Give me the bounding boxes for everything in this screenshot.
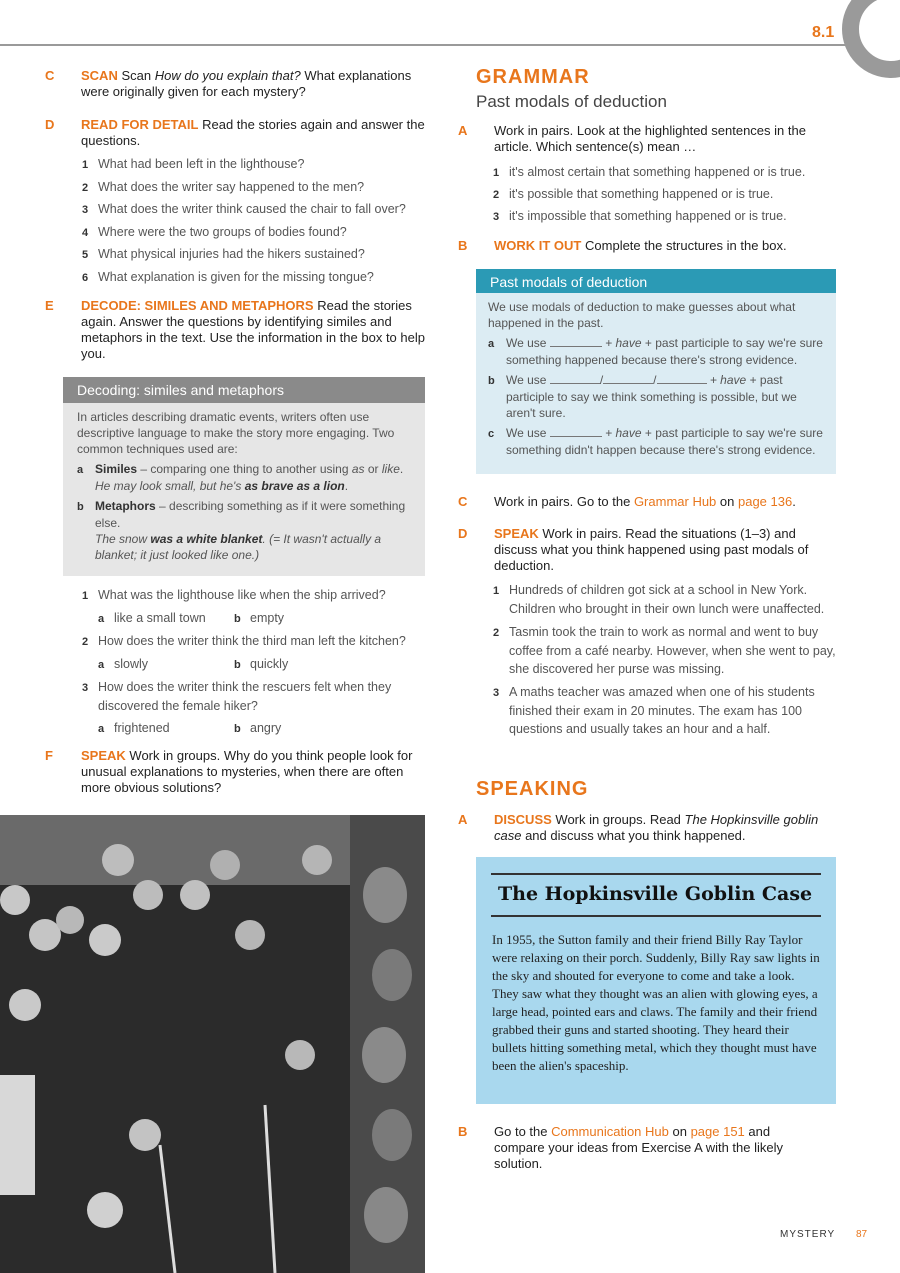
- example-highlight: as brave as a lion: [244, 479, 345, 493]
- item-letter: c: [488, 428, 495, 440]
- definition: – comparing one thing to another using: [137, 462, 352, 476]
- item-number: 1: [82, 159, 89, 171]
- keyword: as: [351, 462, 365, 476]
- exercise-italic: How do you explain that?: [154, 68, 301, 83]
- item-number: 3: [493, 211, 500, 223]
- structure-text: We use: [506, 426, 547, 440]
- exercise-c-scan: [45, 68, 428, 100]
- grammar-subtitle: Past modals of deduction: [476, 92, 667, 111]
- blank-a[interactable]: [550, 337, 602, 347]
- list-item: [82, 268, 427, 291]
- item-number: 1: [493, 167, 500, 179]
- exercise-tag: SCAN: [81, 68, 118, 83]
- item-number: 6: [82, 271, 89, 284]
- exercise-tag: SPEAK: [81, 748, 126, 763]
- exercise-text: Work in pairs. Look at the highlighted sentences in the article. Which sentence(s) mean …: [494, 123, 806, 154]
- structure-b: [476, 368, 836, 421]
- option-b: angry: [250, 721, 282, 735]
- term: Similes: [95, 462, 138, 476]
- page-136-link[interactable]: page 136: [737, 494, 793, 509]
- item-number: 2: [82, 181, 89, 194]
- list-item: [82, 155, 427, 178]
- grammar-hub-link[interactable]: Grammar Hub: [633, 494, 717, 509]
- exercise-letter: B: [458, 238, 468, 253]
- list-item: [82, 586, 427, 605]
- example: He may look small, but he's: [95, 479, 245, 493]
- answer-options: [82, 719, 427, 738]
- decoding-box-heading: Decoding: similes and metaphors: [63, 377, 425, 403]
- item-letter: a: [77, 464, 84, 476]
- grammar-exercise-a: [458, 123, 832, 155]
- structure-c: [476, 421, 836, 458]
- structure-text: We use: [506, 336, 547, 350]
- historic-group-photo: [0, 815, 425, 1273]
- grammar-exercise-d: [458, 526, 832, 574]
- unit-ring-decoration: [842, 0, 900, 78]
- answer-options: [82, 609, 427, 628]
- grammar-a-list: [493, 163, 833, 229]
- exercise-tag: SPEAK: [494, 526, 539, 541]
- item-text: it's possible that something happened or is true.: [509, 187, 774, 201]
- list-item: [493, 683, 838, 738]
- list-item: [493, 207, 833, 229]
- exercise-letter: C: [45, 68, 55, 83]
- past-modals-box: [476, 269, 836, 474]
- exercise-text: Scan: [121, 68, 155, 83]
- definition: – describing something as if it were something else.: [95, 499, 406, 530]
- list-item: [493, 623, 838, 678]
- item-number: 3: [82, 682, 89, 694]
- list-item: [82, 632, 427, 651]
- list-item: [82, 200, 427, 223]
- item-text: What had been left in the lighthouse?: [98, 157, 305, 171]
- exercise-text: What explanations were originally given for each mystery?: [81, 68, 412, 99]
- structure-text: + past participle to say we think something is possible, but we aren't sure.: [506, 373, 797, 420]
- exercise-italic: The Hopkinsville goblin case: [494, 812, 819, 843]
- item-text: Where were the two groups of bodies found?: [98, 224, 347, 239]
- hopkinsville-story-box: [476, 857, 836, 1104]
- item-text: it's impossible that something happened or is true.: [509, 209, 787, 223]
- exercise-tag: READ FOR DETAIL: [81, 117, 199, 132]
- structure-a: [476, 331, 836, 368]
- footer-section-label: MYSTERY: [780, 1229, 836, 1240]
- item-number: 2: [493, 189, 500, 201]
- exercise-text: Go to the: [494, 1124, 552, 1139]
- structure-text: + past participle to say we're sure something didn't happen because there's strong evidence.: [506, 426, 823, 457]
- page-number: 87: [856, 1229, 868, 1240]
- exercise-d-read-for-detail: [45, 117, 428, 149]
- item-number: 2: [82, 636, 89, 648]
- item-text: How does the writer think the rescuers felt when they discovered the female hiker?: [98, 680, 392, 713]
- option-a: like a small town: [114, 611, 206, 625]
- structure-have: + have: [605, 426, 642, 440]
- past-modals-intro: We use modals of deduction to make guesses about what happened in the past.: [488, 300, 796, 330]
- keyword: like: [381, 462, 400, 476]
- item-number: 1: [493, 585, 500, 597]
- decoding-item-b: [63, 494, 425, 563]
- item-text: How does the writer think the third man left the kitchen?: [98, 634, 406, 648]
- definition: or: [364, 462, 382, 476]
- example: The snow: [95, 532, 151, 546]
- exercise-f-speak: [45, 748, 428, 796]
- list-item: [82, 245, 427, 268]
- exercise-letter: C: [458, 494, 468, 509]
- exercise-e-decode: [45, 298, 428, 362]
- item-number: 3: [493, 687, 500, 699]
- speaking-exercise-b: [458, 1124, 806, 1172]
- exercise-text: Work in pairs. Go to the: [494, 494, 634, 509]
- communication-hub-link[interactable]: Communication Hub: [551, 1124, 669, 1139]
- item-text: it's almost certain that something happened or is true.: [509, 165, 806, 179]
- item-number: 2: [493, 627, 500, 639]
- photo-illustration: [0, 815, 425, 1273]
- structure-text: We use: [506, 373, 547, 387]
- example-highlight: was a white blanket: [150, 532, 263, 546]
- grammar-d-list: [493, 581, 838, 738]
- unit-number: 8.1: [812, 24, 835, 41]
- page-151-link[interactable]: page 151: [690, 1124, 745, 1139]
- option-letter: b: [234, 723, 241, 735]
- decoding-box: [63, 377, 425, 576]
- exercise-text: Work in groups. Read: [555, 812, 685, 827]
- option-a: frightened: [114, 721, 170, 735]
- structure-text: + past participle to say we're sure something happened because there's strong evidence.: [506, 336, 823, 367]
- story-title: The Hopkinsville Goblin Case: [498, 883, 813, 905]
- exercise-letter: E: [45, 298, 54, 313]
- blank-b3[interactable]: [657, 374, 707, 384]
- slash: /: [653, 373, 657, 387]
- option-b: quickly: [250, 657, 289, 671]
- list-item: [493, 163, 833, 185]
- item-letter: b: [77, 501, 84, 513]
- term: Metaphors: [95, 499, 156, 513]
- exercise-letter: F: [45, 748, 53, 763]
- exercise-text: on: [668, 1124, 691, 1139]
- exercise-tag: DISCUSS: [494, 812, 552, 827]
- answer-options: [82, 655, 427, 674]
- exercise-letter: A: [458, 812, 468, 827]
- exercise-text: Work in pairs. Read the situations (1–3) and discuss what you think happened using past modals of deduction.: [494, 526, 809, 573]
- exercise-text: Read the stories again. Answer the questions by identifying similes and metaphors in the text. Use the information in the box to help you.: [81, 298, 425, 361]
- top-rule: [0, 44, 852, 46]
- grammar-exercise-c: [458, 494, 832, 510]
- exercise-text: Read the stories again and answer the questions.: [81, 117, 425, 148]
- list-item: [82, 223, 427, 246]
- option-letter: b: [234, 659, 241, 671]
- grammar-heading: GRAMMAR: [476, 66, 590, 88]
- option-letter: a: [98, 613, 105, 625]
- exercise-text: Complete the structures in the box.: [585, 238, 787, 253]
- option-b: empty: [250, 611, 285, 625]
- story-rule-bottom: [491, 915, 821, 917]
- speaking-heading: SPEAKING: [476, 778, 589, 800]
- exercise-letter: D: [45, 117, 55, 132]
- slash: /: [599, 373, 604, 387]
- exercise-letter: A: [458, 123, 468, 138]
- option-a: slowly: [114, 657, 149, 671]
- example: . (= It wasn't actually a blanket; it just looked like one.): [95, 532, 382, 562]
- story-rule-top: [491, 873, 821, 875]
- list-item: [493, 185, 833, 207]
- item-text: What does the writer think caused the chair to fall over?: [98, 202, 406, 216]
- exercise-text: and compare your ideas from Exercise A with the likely solution.: [494, 1124, 784, 1171]
- item-text: Tasmin took the train to work as normal and went to buy coffee from a café nearby. However, when she went to pay, she discovered her purse was missing.: [509, 625, 836, 676]
- exercise-letter: B: [458, 1124, 468, 1139]
- option-letter: a: [98, 723, 105, 735]
- decoding-item-a: a Similes – comparing one thing to another using as or like. He may look small, but he's as brave as a lion.: [77, 462, 404, 493]
- blank-b2[interactable]: [603, 374, 653, 384]
- item-letter: a: [488, 338, 495, 350]
- exercise-tag: DECODE: SIMILES AND METAPHORS: [81, 298, 314, 313]
- item-text: What physical injuries had the hikers sustained?: [98, 247, 365, 261]
- item-number: 1: [82, 590, 89, 602]
- item-letter: b: [488, 375, 495, 387]
- option-letter: b: [234, 613, 241, 625]
- exercise-text: and discuss what you think happened.: [521, 828, 746, 843]
- item-number: 5: [82, 249, 89, 261]
- item-text: What does the writer say happened to the men?: [98, 179, 365, 194]
- item-text: What explanation is given for the missing tongue?: [98, 269, 374, 284]
- exercise-letter: D: [458, 526, 468, 541]
- speaking-exercise-a: [458, 812, 832, 844]
- structure-have: + have: [709, 373, 747, 387]
- past-modals-box-heading: Past modals of deduction: [476, 269, 836, 293]
- option-letter: a: [98, 659, 105, 671]
- e-question-list: [82, 586, 427, 738]
- blank-b1[interactable]: [550, 374, 600, 384]
- structure-have: + have: [605, 336, 642, 350]
- item-number: 4: [82, 226, 89, 239]
- grammar-exercise-b: [458, 238, 832, 254]
- exercise-text: .: [792, 494, 796, 509]
- exercise-tag: WORK IT OUT: [494, 238, 582, 253]
- item-text: A maths teacher was amazed when one of his students finished their exam in 20 minutes. The exam has 100 questions and usually takes an hour and a half.: [509, 685, 815, 736]
- item-text: Hundreds of children got sick at a school in New York. Children who brought in their own lunch were unaffected.: [509, 583, 825, 616]
- list-item: [82, 678, 427, 715]
- blank-c[interactable]: [550, 427, 602, 437]
- story-text: In 1955, the Sutton family and their friend Billy Ray Taylor were relaxing on their porch. Suddenly, Billy Ray saw lights in the sky and shouted for everyone to come and take a look. They saw what they thought was an alien with glowing eyes, a large head, pointed ears and claws. The family and their friend grabbed their guns and started shooting. They heard their bullets hitting something metal, which they thought must have been the alien's spaceship.: [492, 932, 820, 1073]
- exercise-text: Work in groups. Why do you think people look for unusual explanations to mysteries, when there are often more obvious solutions?: [81, 748, 413, 795]
- list-item: [82, 178, 427, 201]
- d-question-list: [82, 155, 427, 290]
- item-text: What was the lighthouse like when the ship arrived?: [98, 588, 386, 602]
- list-item: [493, 581, 838, 618]
- decoding-box-intro: In articles describing dramatic events, writers often use descriptive language to make the story more engaging. Two common techniques used are:: [77, 410, 395, 456]
- item-number: 3: [82, 204, 89, 216]
- exercise-text: on: [716, 494, 738, 509]
